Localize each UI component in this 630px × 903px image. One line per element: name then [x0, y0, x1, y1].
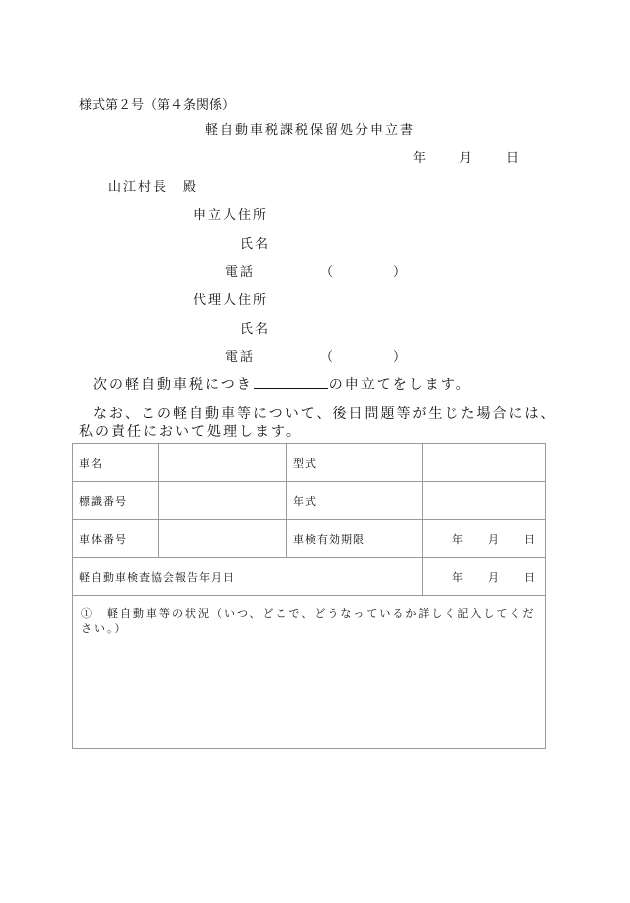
inspection-expiry-date-cell [423, 520, 546, 558]
date-day-label: 日 [506, 151, 520, 166]
statement-blank [254, 375, 328, 389]
statement-line [93, 374, 472, 394]
model-label: 型式 [287, 444, 423, 482]
applicant-address-label: 申立人住所 [193, 208, 269, 223]
report-month-label: 月 [488, 570, 499, 584]
expiry-day-label: 日 [524, 532, 535, 546]
car-name-cell [159, 444, 287, 482]
table-row [73, 596, 546, 749]
table-row [73, 482, 546, 520]
chassis-number-cell [159, 520, 287, 558]
applicant-name-label: 氏名 [240, 237, 271, 252]
inspection-expiry-label: 車検有効期限 [287, 520, 423, 558]
agent-phone-paren-close: ） [393, 350, 407, 365]
plate-number-cell [159, 482, 287, 520]
notice-line1: なお、この軽自動車等について、後日問題等が生じた場合には、 [93, 406, 557, 422]
table-row [73, 558, 546, 596]
agent-phone-paren-open: （ [320, 350, 334, 365]
expiry-month-label: 月 [488, 532, 499, 546]
applicant-phone-label: 電話 [225, 265, 256, 280]
report-day-label: 日 [524, 570, 535, 584]
model-cell [423, 444, 546, 482]
car-name-label: 車名 [73, 444, 159, 482]
report-year-label: 年 [452, 570, 463, 584]
model-year-cell [423, 482, 546, 520]
agent-address-label: 代理人住所 [193, 293, 269, 308]
table-row [73, 520, 546, 558]
addressee: 山江村長 殿 [108, 180, 199, 195]
date-month-label: 月 [459, 151, 473, 166]
plate-number-label: 標識番号 [73, 482, 159, 520]
status-note-cell: ① 軽自動車等の状況（いつ、どこで、どうなっているか詳しく記入してください。） [73, 596, 546, 749]
document-title: 軽自動車税課税保留処分申立書 [205, 123, 416, 138]
notice-line2: 私の責任において処理します。 [79, 424, 302, 440]
agent-phone-label: 電話 [225, 350, 256, 365]
kei-report-date-cell [423, 558, 546, 596]
statement-part1: 次の軽自動車税につき [93, 377, 253, 393]
applicant-phone-paren-close: ） [393, 265, 407, 280]
date-year-label: 年 [413, 151, 427, 166]
model-year-label: 年式 [287, 482, 423, 520]
form-number-label: 様式第２号（第４条関係） [79, 98, 236, 113]
expiry-year-label: 年 [452, 532, 463, 546]
agent-name-label: 氏名 [240, 322, 271, 337]
kei-report-date-label: 軽自動車検査協会報告年月日 [73, 558, 423, 596]
statement-part2: の申立てをします。 [328, 377, 472, 393]
table-row [73, 444, 546, 482]
vehicle-info-table [72, 443, 546, 749]
chassis-number-label: 車体番号 [73, 520, 159, 558]
applicant-phone-paren-open: （ [320, 265, 334, 280]
